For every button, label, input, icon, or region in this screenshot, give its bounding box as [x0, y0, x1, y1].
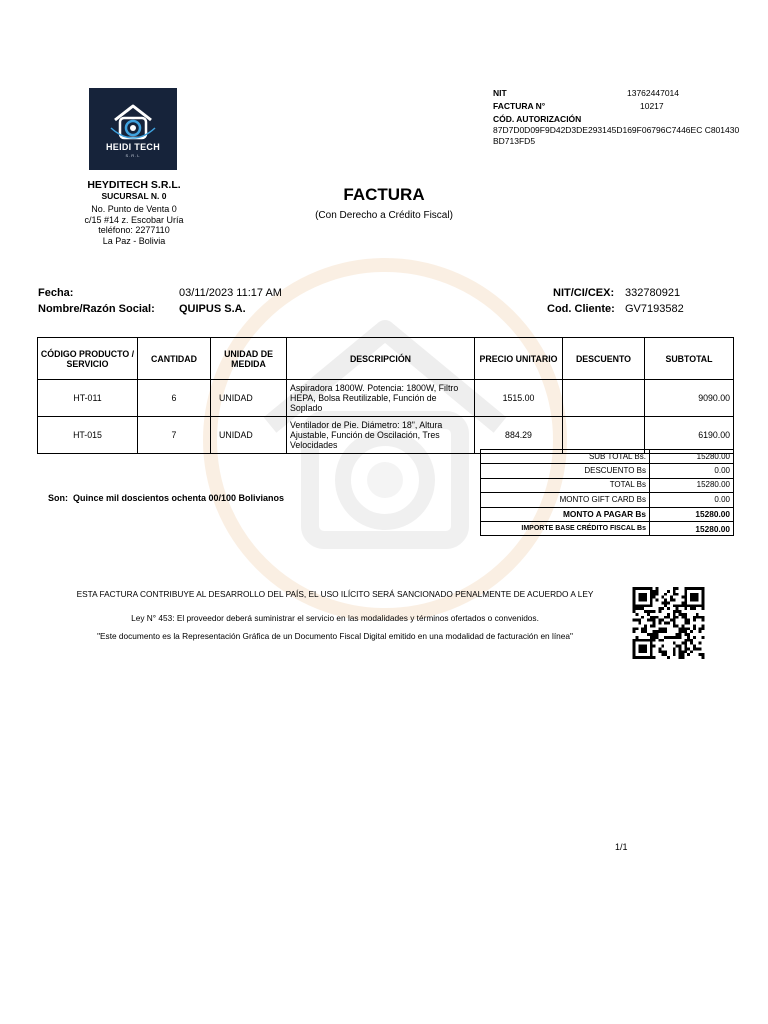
items-table	[37, 337, 734, 454]
amount-in-words: Son: Quince mil doscientos ochenta 00/100 Bolivianos	[48, 493, 285, 503]
totals-label: IMPORTE BASE CRÉDITO FISCAL Bs	[481, 521, 650, 535]
totals-value: 15280.00	[650, 521, 734, 535]
table-row	[38, 380, 734, 417]
totals-value: 15280.00	[650, 450, 734, 464]
product-code-cell: HT-011	[38, 380, 138, 417]
client-code-label: Cod. Cliente:	[547, 303, 615, 315]
company-address: c/15 #14 z. Escobar Uría	[84, 215, 184, 225]
nit-label: NIT	[493, 88, 507, 98]
document-subtitle: (Con Derecho a Crédito Fiscal)	[315, 210, 453, 221]
discount-cell	[563, 380, 645, 417]
quantity-cell: 7	[138, 417, 211, 454]
nit-value: 13762447014	[627, 88, 680, 98]
client-nit-value: 332780921	[625, 287, 681, 299]
column-header: DESCUENTO	[563, 338, 645, 380]
column-header: DESCRIPCIÓN	[287, 338, 475, 380]
totals-value: 15280.00	[650, 478, 734, 492]
date-label: Fecha:	[38, 287, 74, 299]
unit-cell: UNIDAD	[211, 417, 287, 454]
totals-table	[480, 449, 734, 536]
client-name-value: QUIPUS S.A.	[179, 303, 246, 315]
date-value: 03/11/2023 11:17 AM	[179, 287, 282, 299]
document-title: FACTURA	[343, 185, 425, 204]
law-notice: Ley N° 453: El proveedor deberá suministrar el servicio en las modalidades y términos ofertados o convenidos.	[131, 613, 539, 623]
column-header: CANTIDAD	[138, 338, 211, 380]
unit-price-cell: 884.29	[475, 417, 563, 454]
discount-cell	[563, 417, 645, 454]
totals-value: 0.00	[650, 464, 734, 478]
client-name-label: Nombre/Razón Social:	[38, 303, 155, 315]
company-logo	[89, 88, 177, 170]
description-cell: Aspiradora 1800W. Potencia: 1800W, Filtro HEPA, Bolsa Reutilizable, Función de Soplado	[287, 380, 475, 417]
column-header: SUBTOTAL	[645, 338, 734, 380]
column-header: PRECIO UNITARIO	[475, 338, 563, 380]
company-city: La Paz - Bolivia	[102, 236, 166, 246]
qr-code	[631, 587, 706, 659]
subtotal-cell: 9090.00	[645, 380, 734, 417]
client-nit-label: NIT/CI/CEX:	[553, 287, 615, 299]
description-cell: Ventilador de Pie. Diámetro: 18", Altura Ajustable, Función de Oscilación, Tres Velocidades	[287, 417, 475, 454]
totals-value: 15280.00	[650, 507, 734, 521]
unit-price-cell: 1515.00	[475, 380, 563, 417]
point-of-sale: No. Punto de Venta 0	[91, 204, 177, 214]
totals-row	[481, 521, 734, 535]
digital-document-notice: "Este documento es la Representación Gráfica de un Documento Fiscal Digital emitido en una modalidad de facturación en línea"	[97, 631, 573, 641]
totals-row	[481, 450, 734, 464]
totals-row	[481, 464, 734, 478]
table-header-row	[38, 338, 734, 380]
totals-label: MONTO GIFT CARD Bs	[481, 493, 650, 507]
totals-row	[481, 478, 734, 492]
logo-subtext: S.R.L	[125, 153, 141, 158]
auth-code-label: CÓD. AUTORIZACIÓN	[493, 114, 582, 124]
totals-label: MONTO A PAGAR Bs	[481, 507, 650, 521]
company-branch: SUCURSAL N. 0	[101, 191, 167, 201]
totals-label: DESCUENTO Bs	[481, 464, 650, 478]
auth-code-value: 87D7D0D09F9D42D3DE293145D169F06796C7446EC C801430BD713FD5	[493, 125, 740, 146]
column-header: CÓDIGO PRODUCTO / SERVICIO	[38, 338, 138, 380]
legal-notice: ESTA FACTURA CONTRIBUYE AL DESARROLLO DEL PAÍS, EL USO ILÍCITO SERÁ SANCIONADO PENALMENTE DE ACUERDO A LEY	[76, 589, 594, 599]
subtotal-cell: 6190.00	[645, 417, 734, 454]
product-code-cell: HT-015	[38, 417, 138, 454]
totals-label: SUB TOTAL Bs.	[481, 450, 650, 464]
unit-cell: UNIDAD	[211, 380, 287, 417]
logo-text: HEIDI TECH	[105, 142, 160, 152]
column-header: UNIDAD DE MEDIDA	[211, 338, 287, 380]
invoice-number-value: 10217	[640, 101, 664, 111]
invoice-number-label: FACTURA N°	[493, 101, 546, 111]
totals-label: TOTAL Bs	[481, 478, 650, 492]
quantity-cell: 6	[138, 380, 211, 417]
company-name: HEYDITECH S.R.L.	[87, 179, 181, 191]
page-number: 1/1	[615, 842, 628, 852]
table-row	[38, 417, 734, 454]
totals-row	[481, 493, 734, 507]
totals-row	[481, 507, 734, 521]
totals-value: 0.00	[650, 493, 734, 507]
company-phone: teléfono: 2277110	[98, 225, 170, 235]
client-code-value: GV7193582	[625, 303, 684, 315]
